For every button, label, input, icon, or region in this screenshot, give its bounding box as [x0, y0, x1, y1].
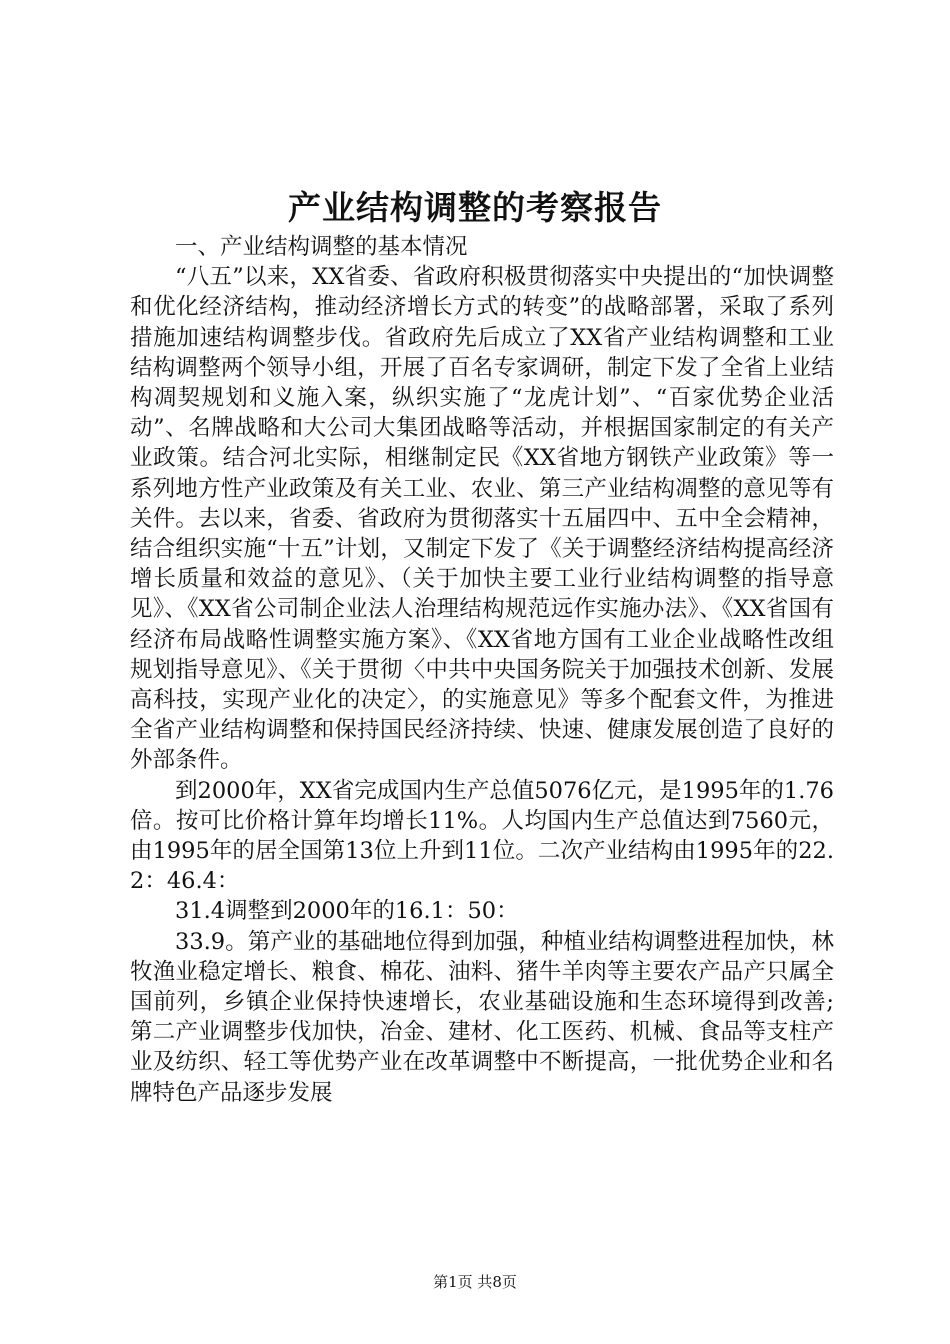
- body-paragraph: 到2000年，XX省完成国内生产总值5076亿元，是1995年的1.76倍。按可比价格计算年均增长11%。人均国内生产总值达到7560元，由1995年的居全国第13位上升到11位。二次产业结构由1995年的22.2：46.4：: [130, 777, 834, 895]
- page-footer: 第1页 共8页: [433, 1273, 517, 1291]
- document-title: 产业结构调整的考察报告: [288, 188, 662, 227]
- document-body: [130, 232, 834, 1108]
- body-paragraph: 33.9。第产业的基础地位得到加强，种植业结构调整进程加快，林牧渔业稳定增长、粮食、棉花、油料、猪牛羊肉等主要农产品产只属全国前列，乡镇企业保持快速增长，农业基础设施和生态环境得到改善;第二产业调整步伐加快，冶金、建材、化工医药、机械、食品等支柱产业及纺织、轻工等优势产业在改革调整中不断提高，一批优势企业和名牌特色产品逐步发展: [130, 928, 834, 1106]
- body-paragraph: “八五”以来，XX省委、省政府积极贯彻落实中央提出的“加快调整和优化经济结构，推动经济增长方式的转变”的战略部署，采取了系列措施加速结构调整步伐。省政府先后成立了XX省产业结构调整和工业结构调整两个领导小组，开展了百名专家调研，制定下发了全省上业结构凋契规划和义施入案，纵织实施了“龙虎计划”、“百家优势企业活动”、名牌战略和大公司大集团战略等活动，并根据国家制定的有关产业政策。结合河北实际，相继制定民《XX省地方钢铁产业政策》等一系列地方性产业政策及有关工业、农业、第三产业结构凋整的意见等有关件。去以来，省委、省政府为贯彻落实十五届四中、五中全会精神，结合组织实施“十五”计划，又制定下发了《关于调整经济结构提高经济增长质量和效益的意见》、（关于加快主要工业行业结构调整的指导意见》、《XX省公司制企业法人治理结构规范远作实施办法》、《XX省国有经济布局战略性调整实施方案》、《XX省地方国有工业企业战略性改组规划指导意见》、《关于贯彻〈中共中央国务院关于加强技术创新、发展高科技，实现产业化的决定〉，的实施意见》等多个配套文件，为推进全省产业结构调整和保持国民经济持续、快速、健康发展创造了良好的外部条件。: [130, 264, 834, 774]
- section-heading: 一、产业结构调整的基本情况: [175, 234, 468, 260]
- body-paragraph: 31.4调整到2000年的16.1：50：: [175, 898, 519, 925]
